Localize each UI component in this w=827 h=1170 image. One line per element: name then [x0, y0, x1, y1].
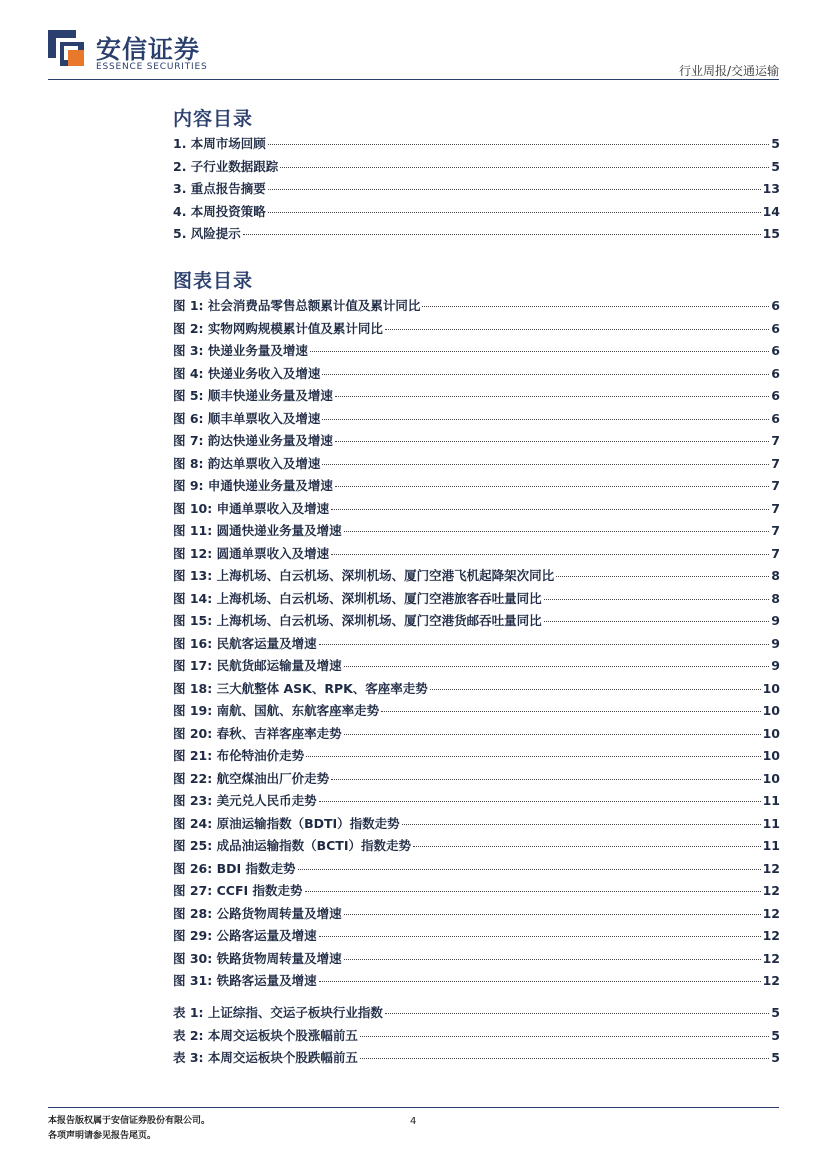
dot-leader [268, 212, 761, 213]
figure-entry[interactable] [173, 679, 780, 702]
table-entry-page: 5 [771, 1005, 780, 1020]
figure-entry-label: 图 27: CCFI 指数走势 [173, 883, 303, 898]
figure-entry-page: 12 [762, 905, 780, 921]
figure-entry-page: 11 [762, 838, 780, 853]
figure-entry-page: 7 [771, 523, 780, 538]
figure-entry-label: 图 11: 圆通快递业务量及增速 [173, 523, 342, 538]
dot-leader [331, 509, 769, 510]
dot-leader [305, 891, 761, 892]
figure-entry[interactable] [173, 791, 780, 814]
dot-leader [322, 374, 769, 375]
dot-leader [298, 869, 761, 870]
figure-entry-page: 11 [762, 793, 780, 808]
figure-entry-label: 图 15: 上海机场、白云机场、深圳机场、厦门空港货邮吞吐量同比 [173, 613, 542, 628]
dot-leader [280, 167, 769, 168]
figure-entry-page: 10 [762, 748, 780, 763]
figure-entry[interactable] [173, 364, 780, 387]
figure-entry[interactable] [173, 499, 780, 522]
figure-entry-label: 图 31: 铁路客运量及增速 [173, 973, 317, 988]
figure-entry-page: 12 [762, 860, 780, 876]
figure-entry-label: 图 26: BDI 指数走势 [173, 860, 296, 876]
figure-entry[interactable] [173, 881, 780, 904]
figure-entry-label: 图 1: 社会消费品零售总额累计值及累计同比 [173, 298, 421, 313]
dot-leader [385, 1013, 769, 1014]
figure-entry-page: 6 [771, 343, 780, 358]
toc-list [173, 134, 780, 247]
figure-entry-page: 10 [762, 703, 780, 718]
figure-entry-label: 图 25: 成品油运输指数（BCTI）指数走势 [173, 838, 411, 853]
figure-entry[interactable] [173, 476, 780, 499]
figure-entry[interactable] [173, 859, 780, 882]
footer-statement-note: 各项声明请参见报告尾页。 [48, 1131, 157, 1141]
figure-entry-label: 图 30: 铁路货物周转量及增速 [173, 950, 342, 966]
table-entry-label: 表 1: 上证综指、交运子板块行业指数 [173, 1005, 383, 1020]
footer-copyright: 本报告版权属于安信证券股份有限公司。 [48, 1116, 211, 1126]
figure-entry[interactable] [173, 296, 780, 319]
figure-entry[interactable] [173, 746, 780, 769]
dot-leader [360, 1058, 769, 1059]
toc-entry-label: 3. 重点报告摘要 [173, 181, 266, 196]
page-number: 4 [410, 1116, 417, 1127]
figure-entry-label: 图 21: 布伦特油价走势 [173, 748, 305, 763]
figure-entry-label: 图 6: 顺丰单票收入及增速 [173, 410, 321, 426]
figure-entry-label: 图 9: 申通快递业务量及增速 [173, 478, 333, 493]
toc-entry[interactable] [173, 134, 780, 157]
company-name-cn: 安信证券 [96, 35, 201, 64]
toc-entry[interactable] [173, 224, 780, 247]
figures-list [173, 296, 780, 994]
dot-leader [422, 306, 769, 307]
dot-leader [322, 464, 769, 465]
footer-divider [48, 1107, 779, 1108]
figure-entry-page: 12 [762, 973, 780, 988]
page-header [0, 0, 827, 82]
figures-title: 图表目录 [173, 270, 254, 292]
table-entry-page: 5 [771, 1027, 780, 1043]
dot-leader [335, 441, 769, 442]
toc-entry-label: 2. 子行业数据跟踪 [173, 158, 279, 174]
figure-entry-page: 10 [762, 680, 780, 696]
figure-entry[interactable] [173, 634, 780, 657]
dot-leader [544, 599, 770, 600]
figure-entry-page: 8 [771, 568, 780, 583]
header-divider [48, 79, 779, 80]
figure-entry-page: 11 [762, 815, 780, 831]
table-entry[interactable] [173, 1048, 780, 1071]
figure-entry[interactable] [173, 656, 780, 679]
figure-entry[interactable] [173, 566, 780, 589]
dot-leader [381, 711, 760, 712]
figure-entry-label: 图 2: 实物网购规模累计值及累计同比 [173, 320, 383, 336]
table-entry[interactable] [173, 1026, 780, 1049]
dot-leader [306, 756, 760, 757]
toc-entry-page: 13 [762, 181, 780, 196]
footer-disclaimer [48, 1114, 210, 1144]
dot-leader [344, 666, 770, 667]
dot-leader [385, 329, 769, 330]
table-entry-page: 5 [771, 1050, 780, 1065]
figure-entry-page: 7 [771, 545, 780, 561]
figure-entry-label: 图 29: 公路客运量及增速 [173, 928, 317, 943]
figure-entry[interactable] [173, 949, 780, 972]
toc-entry-label: 5. 风险提示 [173, 226, 241, 241]
figure-entry-label: 图 3: 快递业务量及增速 [173, 343, 308, 358]
table-entry-label: 表 3: 本周交运板块个股跌幅前五 [173, 1050, 358, 1065]
tables-list [173, 1003, 780, 1071]
toc-entry[interactable] [173, 202, 780, 225]
figure-entry-label: 图 19: 南航、国航、东航客座率走势 [173, 703, 380, 718]
toc-entry-page: 5 [771, 136, 780, 151]
report-category: 行业周报/交通运输 [678, 64, 779, 78]
toc-entry[interactable] [173, 157, 780, 180]
dot-leader [319, 644, 770, 645]
figure-entry-label: 图 13: 上海机场、白云机场、深圳机场、厦门空港飞机起降架次同比 [173, 568, 555, 583]
figure-entry-label: 图 10: 申通单票收入及增速 [173, 500, 330, 516]
dot-leader [556, 576, 769, 577]
dot-leader [344, 959, 761, 960]
figure-entry-page: 9 [771, 658, 780, 673]
figure-entry[interactable] [173, 926, 780, 949]
dot-leader [331, 779, 760, 780]
toc-entry-page: 14 [762, 203, 780, 219]
figure-entry-page: 7 [771, 455, 780, 471]
table-entry-label: 表 2: 本周交运板块个股涨幅前五 [173, 1027, 358, 1043]
essence-logo-icon [48, 30, 84, 66]
toc-title: 内容目录 [173, 108, 254, 130]
dot-leader [335, 396, 769, 397]
dot-leader [331, 554, 769, 555]
figure-entry[interactable] [173, 319, 780, 342]
dot-leader [360, 1036, 769, 1037]
dot-leader [335, 486, 769, 487]
figure-entry-page: 6 [771, 410, 780, 426]
figure-entry[interactable] [173, 431, 780, 454]
figure-entry[interactable] [173, 836, 780, 859]
figure-entry-label: 图 20: 春秋、吉祥客座率走势 [173, 725, 342, 741]
dot-leader [344, 914, 761, 915]
figure-entry-label: 图 16: 民航客运量及增速 [173, 635, 317, 651]
dot-leader [344, 734, 761, 735]
dot-leader [268, 189, 761, 190]
figure-entry-page: 7 [771, 500, 780, 516]
figure-entry-page: 10 [762, 770, 780, 786]
figure-entry-label: 图 17: 民航货邮运输量及增速 [173, 658, 342, 673]
figure-entry-page: 7 [771, 433, 780, 448]
company-name-en: ESSENCE SECURITIES [96, 62, 208, 72]
figure-entry-page: 6 [771, 388, 780, 403]
figure-entry-page: 12 [762, 928, 780, 943]
figure-entry[interactable] [173, 386, 780, 409]
dot-leader [402, 824, 761, 825]
dot-leader [322, 419, 769, 420]
table-entry[interactable] [173, 1003, 780, 1026]
toc-entry-label: 1. 本周市场回顾 [173, 136, 266, 151]
dot-leader [243, 234, 761, 235]
dot-leader [544, 621, 770, 622]
figure-entry-label: 图 4: 快递业务收入及增速 [173, 365, 321, 381]
figure-entry[interactable] [173, 814, 780, 837]
figure-entry-page: 9 [771, 613, 780, 628]
figure-entry[interactable] [173, 589, 780, 612]
dot-leader [319, 981, 761, 982]
toc-entry-page: 15 [762, 226, 780, 241]
dot-leader [430, 689, 761, 690]
figure-entry-label: 图 12: 圆通单票收入及增速 [173, 545, 330, 561]
figure-entry-label: 图 23: 美元兑人民币走势 [173, 793, 317, 808]
figure-entry[interactable] [173, 724, 780, 747]
figure-entry[interactable] [173, 701, 780, 724]
figure-entry[interactable] [173, 904, 780, 927]
figure-entry-page: 8 [771, 590, 780, 606]
figure-entry-label: 图 28: 公路货物周转量及增速 [173, 905, 342, 921]
toc-entry[interactable] [173, 179, 780, 202]
figure-entry-page: 6 [771, 320, 780, 336]
figure-entry-page: 12 [762, 950, 780, 966]
figure-entry[interactable] [173, 769, 780, 792]
figure-entry[interactable] [173, 521, 780, 544]
figure-entry-label: 图 18: 三大航整体 ASK、RPK、客座率走势 [173, 680, 428, 696]
figure-entry-page: 6 [771, 365, 780, 381]
figure-entry[interactable] [173, 544, 780, 567]
dot-leader [413, 846, 761, 847]
dot-leader [268, 144, 769, 145]
figure-entry[interactable] [173, 341, 780, 364]
figure-entry-label: 图 5: 顺丰快递业务量及增速 [173, 388, 333, 403]
toc-entry-label: 4. 本周投资策略 [173, 203, 266, 219]
toc-entry-page: 5 [771, 158, 780, 174]
figure-entry-page: 7 [771, 478, 780, 493]
figure-entry-label: 图 14: 上海机场、白云机场、深圳机场、厦门空港旅客吞吐量同比 [173, 590, 542, 606]
figure-entry-page: 12 [762, 883, 780, 898]
figure-entry-page: 9 [771, 635, 780, 651]
figure-entry-page: 6 [771, 298, 780, 313]
dot-leader [319, 801, 761, 802]
figure-entry-label: 图 8: 韵达单票收入及增速 [173, 455, 321, 471]
figure-entry[interactable] [173, 971, 780, 994]
dot-leader [319, 936, 761, 937]
figure-entry-label: 图 7: 韵达快递业务量及增速 [173, 433, 333, 448]
figure-entry[interactable] [173, 409, 780, 432]
figure-entry[interactable] [173, 454, 780, 477]
figure-entry[interactable] [173, 611, 780, 634]
figure-entry-label: 图 24: 原油运输指数（BDTI）指数走势 [173, 815, 400, 831]
dot-leader [344, 531, 770, 532]
dot-leader [310, 351, 769, 352]
figure-entry-label: 图 22: 航空煤油出厂价走势 [173, 770, 330, 786]
figure-entry-page: 10 [762, 725, 780, 741]
